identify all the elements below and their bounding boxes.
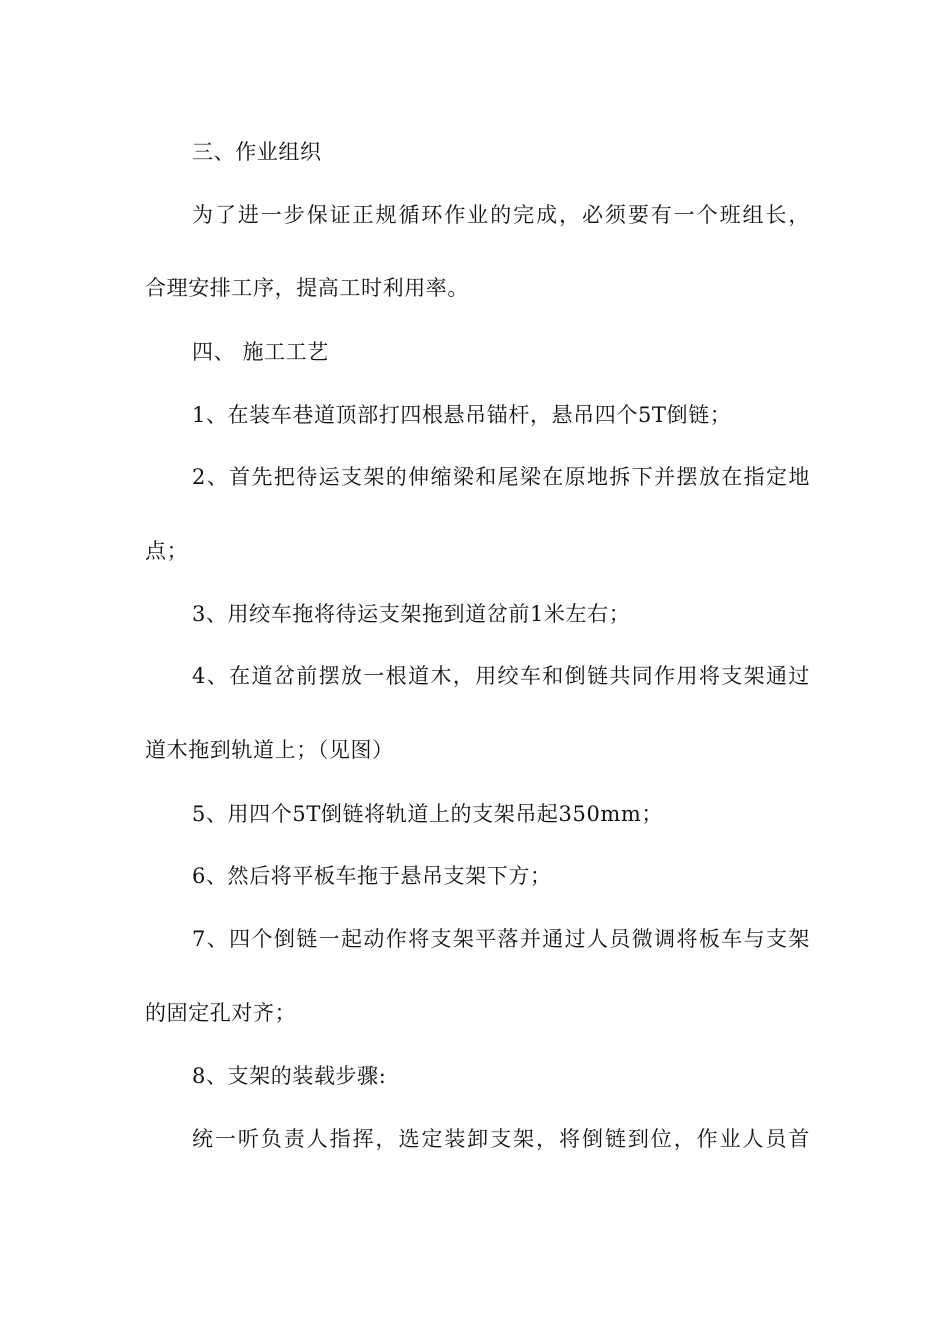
section-heading-construction-process: 四、 施工工艺 bbox=[192, 340, 329, 364]
list-item: 6、然后将平板车拖于悬吊支架下方； bbox=[192, 864, 552, 888]
list-item: 3、用绞车拖将待运支架拖到道岔前1米左右； bbox=[192, 602, 631, 626]
paragraph-line: 为了进一步保证正规循环作业的完成，必须要有一个班组长， bbox=[192, 203, 810, 227]
list-item: 4、在道岔前摆放一根道木，用绞车和倒链共同作用将支架通过 bbox=[192, 664, 810, 688]
list-item: 5、用四个5T倒链将轨道上的支架吊起350mm； bbox=[192, 802, 664, 826]
list-item-continuation: 的固定孔对齐； bbox=[145, 1001, 297, 1025]
list-item-continuation: 道木拖到轨道上；（见图） bbox=[145, 738, 394, 762]
paragraph-line: 统一听负责人指挥，选定装卸支架，将倒链到位，作业人员首 bbox=[192, 1127, 810, 1151]
list-item: 7、四个倒链一起动作将支架平落并通过人员微调将板车与支架 bbox=[192, 927, 810, 951]
list-item-continuation: 点； bbox=[145, 539, 189, 563]
list-item: 1、在装车巷道顶部打四根悬吊锚杆，悬吊四个5T倒链； bbox=[192, 403, 732, 427]
paragraph-line: 合理安排工序，提高工时利用率。 bbox=[145, 276, 469, 300]
list-item: 8、支架的装载步骤: bbox=[192, 1064, 387, 1088]
section-heading-work-organization: 三、作业组织 bbox=[192, 140, 322, 164]
list-item: 2、首先把待运支架的伸缩梁和尾梁在原地拆下并摆放在指定地 bbox=[192, 465, 810, 489]
